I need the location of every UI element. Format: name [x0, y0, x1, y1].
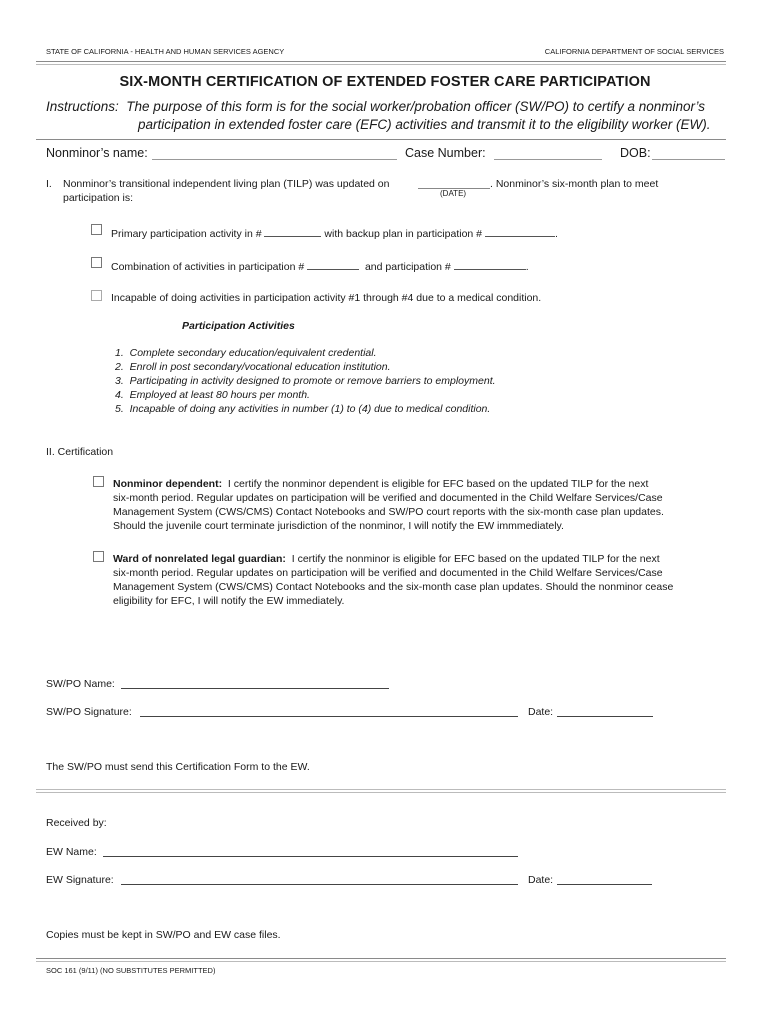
form-title: SIX-MONTH CERTIFICATION OF EXTENDED FOSTER CARE PARTICIPATION: [119, 74, 651, 90]
header-agency: STATE OF CALIFORNIA - HEALTH AND HUMAN SERVICES AGENCY: [46, 47, 285, 56]
instructions-rule: [36, 139, 726, 140]
ew-signature-field[interactable]: [121, 884, 518, 885]
list-item: 1. Complete secondary education/equivalent credential.: [115, 347, 377, 359]
case-number-field[interactable]: [494, 159, 602, 160]
date-caption: (DATE): [440, 189, 467, 198]
incapable-activities-checkbox[interactable]: [91, 290, 102, 301]
backup-plan-number-field[interactable]: [485, 225, 555, 237]
dob-label: DOB:: [620, 146, 651, 160]
header-rule-2: [36, 64, 726, 65]
received-by-label: Received by:: [46, 817, 107, 829]
ew-name-label: EW Name:: [46, 846, 97, 858]
ew-date-label: Date:: [528, 874, 554, 886]
ew-date-field[interactable]: [557, 884, 652, 885]
section-rule-2: [36, 792, 726, 793]
instructions-label: Instructions:: [46, 99, 119, 114]
header-department: CALIFORNIA DEPARTMENT OF SOCIAL SERVICES: [544, 47, 724, 56]
section-1-line-2: participation is:: [63, 192, 134, 204]
case-number-label: Case Number:: [405, 146, 486, 160]
primary-activity-number-field[interactable]: [264, 225, 321, 237]
ew-name-field[interactable]: [103, 856, 518, 857]
combination-number-field-2[interactable]: [454, 258, 526, 270]
combination-activities-checkbox[interactable]: [91, 257, 102, 268]
option-combination-activities: Combination of activities in participation # and participation # .: [111, 258, 529, 274]
activities-heading: Participation Activities: [182, 320, 295, 332]
certification-nonminor-dependent: Nonminor dependent: I certify the nonminor dependent is eligible for EFC based on the updated TILP for the next six-month period. Regular updates on participation will be verified and documented in the Child Welfare Services/Case Management System (CWS/CMS) Contact Notebooks and SW/PO court reports with the six-month case plan updates. Should the juvenile court terminate jurisdiction of the nonminor, I will notify the EW immmediately.: [113, 478, 664, 532]
list-item: 5. Incapable of doing any activities in number (1) to (4) due to medical condition.: [115, 403, 491, 415]
swpo-signature-label: SW/PO Signature:: [46, 706, 132, 718]
form-number: SOC 161 (9/11) (NO SUBSTITUTES PERMITTED): [46, 966, 216, 975]
section-2-heading: II. Certification: [46, 446, 114, 458]
ward-guardian-checkbox[interactable]: [93, 551, 104, 562]
certification-ward-guardian: Ward of nonrelated legal guardian: I certify the nonminor is eligible for EFC based on the updated TILP for the next six-month period. Regular updates on participation will be verified and documented in the Child Welfare Services/Case Management System (CWS/CMS) Contact Notebooks and the six-month case plan updates. Should the nonminor cease eligibility for EFC, I will notify the EW immediately.: [113, 553, 674, 607]
option-incapable: Incapable of doing activities in participation activity #1 through #4 due to a medical condition.: [111, 292, 542, 304]
swpo-signature-field[interactable]: [140, 716, 518, 717]
section-1-number: I.: [46, 178, 52, 190]
header-rule: [36, 61, 726, 62]
copies-note: Copies must be kept in SW/PO and EW case files.: [46, 929, 281, 941]
list-item: 2. Enroll in post secondary/vocational education institution.: [115, 361, 391, 373]
list-item: 3. Participating in activity designed to promote or remove barriers to employment.: [115, 375, 496, 387]
nonminor-name-field[interactable]: [152, 159, 397, 160]
section-1-line-1a: Nonminor’s transitional independent living plan (TILP) was updated on: [63, 178, 390, 190]
primary-activity-checkbox[interactable]: [91, 224, 102, 235]
swpo-name-label: SW/PO Name:: [46, 678, 115, 690]
swpo-date-label: Date:: [528, 706, 554, 718]
footer-rule-2: [36, 961, 726, 962]
option-primary-activity: Primary participation activity in # with backup plan in participation # .: [111, 225, 558, 241]
nonminor-name-label: Nonminor’s name:: [46, 146, 148, 160]
activities-list: [115, 346, 496, 416]
list-item: 4. Employed at least 80 hours per month.: [115, 389, 310, 401]
instructions-line-2: participation in extended foster care (EFC) activities and transmit it to the eligibility worker (EW).: [138, 117, 711, 132]
dob-field[interactable]: [652, 159, 725, 160]
section-1-line-1b: . Nonminor’s six-month plan to meet: [490, 178, 659, 190]
ew-signature-label: EW Signature:: [46, 874, 114, 886]
section-rule: [36, 789, 726, 790]
send-note: The SW/PO must send this Certification Form to the EW.: [46, 761, 310, 773]
combination-number-field-1[interactable]: [307, 258, 359, 270]
footer-rule: [36, 958, 726, 959]
nonminor-dependent-checkbox[interactable]: [93, 476, 104, 487]
swpo-date-field[interactable]: [557, 716, 653, 717]
instructions-line-1: Instructions: The purpose of this form is for the social worker/probation officer (SW/PO) to certify a nonminor’s: [46, 99, 706, 114]
swpo-name-field[interactable]: [121, 688, 389, 689]
